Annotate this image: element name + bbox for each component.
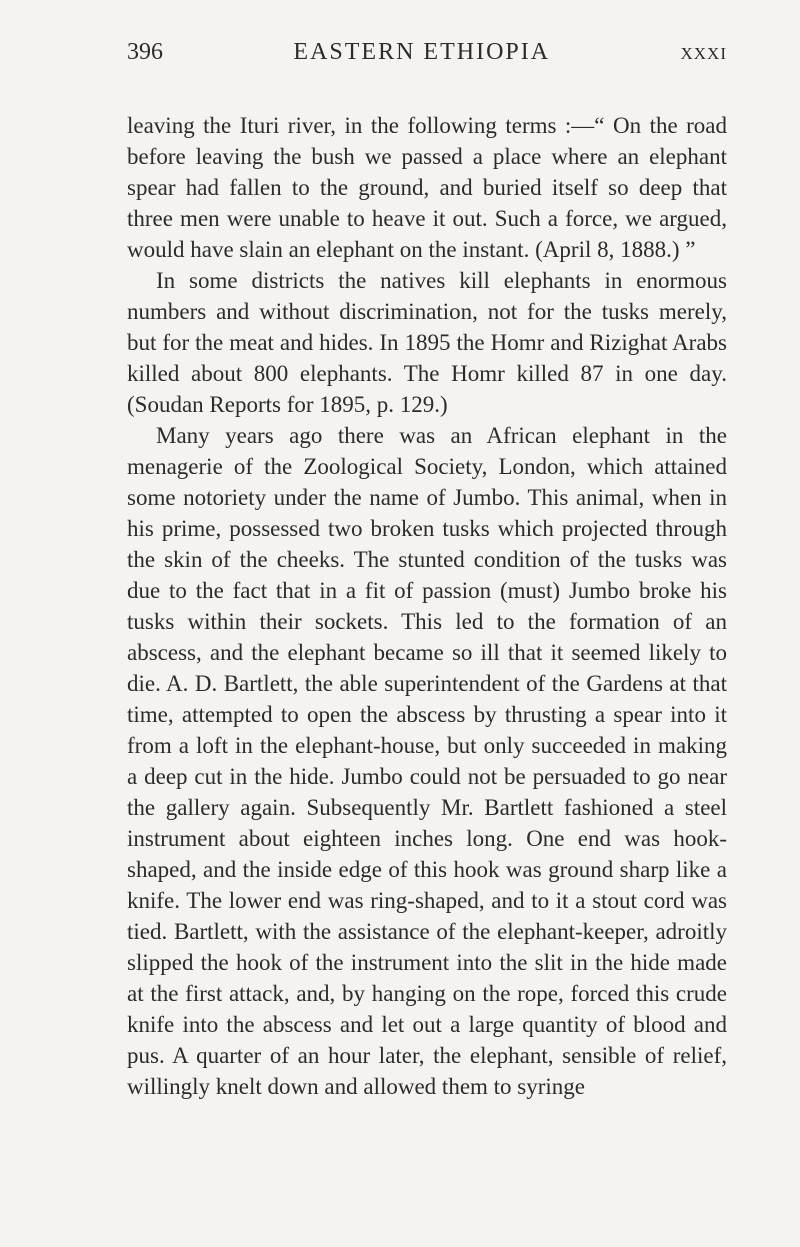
running-head [127,36,727,68]
paragraph-elephant-hunting: In some districts the natives kill elephants in enormous numbers and without discrimination, not for the tusks merely, but for the meat and hides. In 1895 the Homr and Rizighat Arabs killed about 800 elephants. The Homr killed 87 in one day. (Soudan Reports for 1895, p. 129.) [127,268,727,417]
body-text [127,110,727,1102]
running-title: EASTERN ETHIOPIA [293,39,551,65]
paragraph-jumbo: Many years ago there was an African elephant in the menagerie of the Zoological Society, London, which attained some notoriety under the name of Jumbo. This animal, when in his prime, possessed two broken tusks which projected through the skin of the cheeks. The stunted condition of the tusks was due to the fact that in a fit of passion (must) Jumbo broke his tusks within their sockets. This led to the formation of an abscess, and the elephant became so ill that it seemed likely to die. A. D. Bartlett, the able superintendent of the Gardens at that time, attempted to open the abscess by thrusting a spear into it from a loft in the elephant-house, but only succeeded in making a deep cut in the hide. Jumbo could not be persuaded to go near the gallery again. Subsequently Mr. Bartlett fashioned a steel instrument about eighteen inches long. One end was hook-shaped, and the inside edge of this hook was ground sharp like a knife. The lower end was ring-shaped, and to it a stout cord was tied. Bartlett, with the assistance of the elephant-keeper, adroitly slipped the hook of the instrument into the slit in the hide made at the first attack, and, by hanging on the rope, forced this crude knife into the abscess and let out a large quantity of blood and pus. A quarter of an hour later, the elephant, sensible of relief, willingly knelt down and allowed them to syringe [127,423,727,1099]
chapter-number: XXXI [680,44,727,63]
book-page [127,36,727,1102]
paragraph-continued: leaving the Ituri river, in the following terms :—“ On the road before leaving the bush we passed a place where an elephant spear had fallen to the ground, and buried itself so deep that three men were unable to heave it out. Such a force, we argued, would have slain an elephant on the instant. (April 8, 1888.) ” [127,113,727,262]
page-number: 396 [127,39,163,65]
